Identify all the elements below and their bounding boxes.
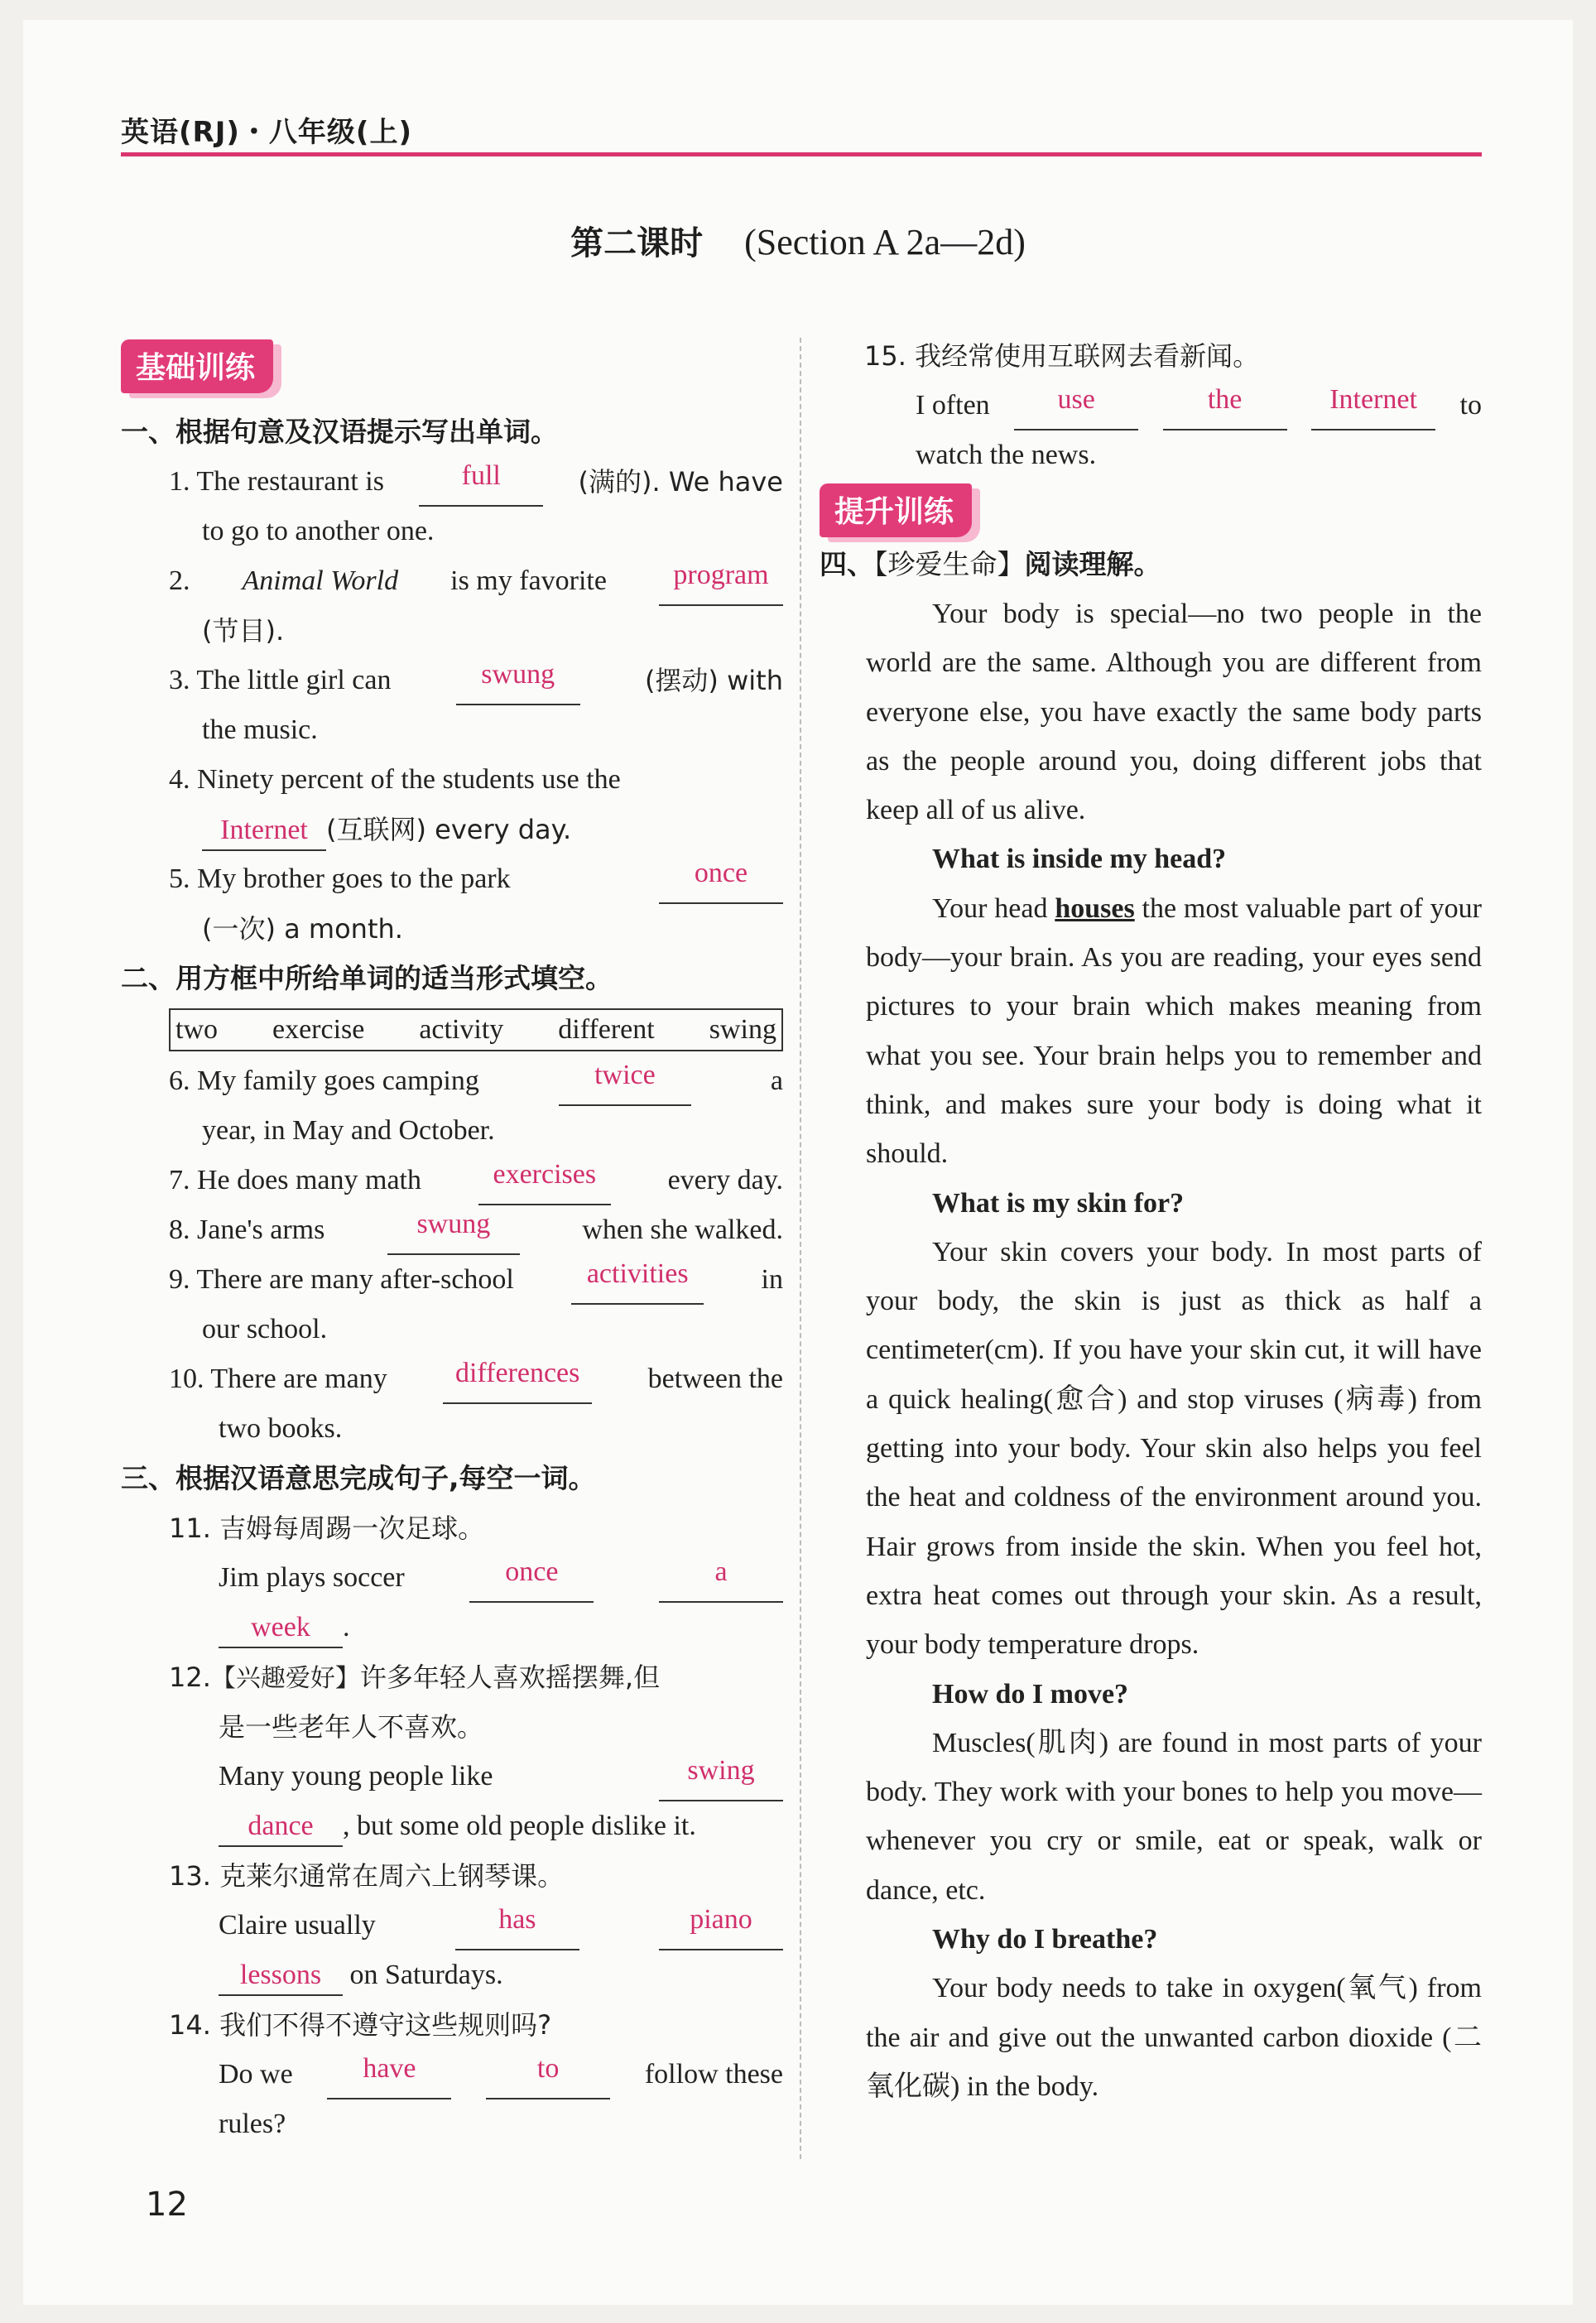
q11-answer-2[interactable]: a xyxy=(659,1553,783,1603)
reading-paragraph-3: Your skin covers your body. In most parts of your body, the skin is just as thick as half a centimeter(cm). If you have your skin cut, it will have a quick healing(愈合) and stop viruses (病毒) from getting into your body. Your skin also helps you feel the heat and coldness of the environment around you. Hair grows from inside the skin. When you feel hot, extra heat comes out through your skin. As a result, your body temperature drops. xyxy=(866,1236,1482,1661)
q1-line1: 1. The restaurant is full (满的). We have xyxy=(121,457,783,507)
q6-line2: year, in May and October. xyxy=(202,1115,495,1146)
q12-cn-line1: 12.【兴趣爱好】许多年轻人喜欢摇摆舞,但 xyxy=(169,1662,661,1693)
q2-line2: (节目). xyxy=(202,615,285,647)
section-2-heading: 二、用方框中所给单词的适当形式填空。 xyxy=(121,962,613,994)
q11-line1: Jim plays soccer once a xyxy=(121,1553,783,1603)
q13-answer-1[interactable]: has xyxy=(455,1901,579,1950)
q3-line2: the music. xyxy=(202,714,318,745)
q4-answer[interactable]: Internet xyxy=(202,811,326,851)
q13-line2: lessons on Saturdays. xyxy=(121,1950,783,2000)
q4-line1: 4. Ninety percent of the students use the xyxy=(169,764,621,795)
lesson-title-cn: 第二课时 xyxy=(570,224,704,262)
section-4-tag: 【珍爱生命】 xyxy=(874,548,1025,580)
q13-answer-2[interactable]: piano xyxy=(659,1901,783,1950)
q3-answer[interactable]: swung xyxy=(456,656,580,705)
q4-line2: Internet (互联网) every day. xyxy=(121,805,783,854)
q13-cn: 13. 克莱尔通常在周六上钢琴课。 xyxy=(169,1860,565,1892)
book-header-title: 英语(RJ)・八年级(上) xyxy=(121,116,412,149)
q12-line2: dance , but some old people dislike it. xyxy=(121,1801,783,1851)
column-divider xyxy=(800,338,801,2159)
word-box-item: swing xyxy=(709,1014,776,1045)
q7-answer[interactable]: exercises xyxy=(478,1156,611,1205)
header-rule xyxy=(121,152,1482,156)
lesson-title-en: (Section A 2a—2d) xyxy=(744,222,1026,262)
q11-answer-1[interactable]: once xyxy=(469,1553,594,1603)
q9-line2: our school. xyxy=(202,1314,328,1344)
word-box-item: two xyxy=(175,1014,218,1045)
q10-line2: two books. xyxy=(219,1413,343,1444)
left-column xyxy=(121,331,783,2149)
reading-heading-3: How do I move? xyxy=(932,1678,1129,1710)
q1-line2: to go to another one. xyxy=(202,516,435,546)
badge-advanced-training: 提升训练 xyxy=(820,483,972,537)
q9-answer[interactable]: activities xyxy=(571,1255,704,1305)
q12-answer-2[interactable]: dance xyxy=(219,1807,343,1847)
reading-heading-1: What is inside my head? xyxy=(932,844,1227,875)
reading-heading-2: What is my skin for? xyxy=(932,1187,1185,1219)
word-box xyxy=(169,1008,783,1051)
q15-line2: watch the news. xyxy=(916,440,1097,470)
q5-line1: 5. My brother goes to the park once xyxy=(121,854,783,904)
q13-answer-3[interactable]: lessons xyxy=(219,1956,343,1996)
section-4-heading: 四、【珍爱生命】阅读理解。 xyxy=(820,548,1161,580)
q11-cn: 11. 吉姆每周踢一次足球。 xyxy=(169,1513,485,1544)
section-3-heading: 三、根据汉语意思完成句子,每空一词。 xyxy=(121,1462,596,1494)
word-box-item: activity xyxy=(419,1014,504,1045)
q1-answer[interactable]: full xyxy=(419,457,543,507)
q2-line1: 2. Animal World is my favorite program xyxy=(121,556,783,606)
q14-cn: 14. 我们不得不遵守这些规则吗? xyxy=(169,2009,552,2041)
q12-answer-1[interactable]: swing xyxy=(659,1752,783,1801)
q2-answer[interactable]: program xyxy=(659,556,783,606)
q11-answer-3[interactable]: week xyxy=(219,1609,343,1648)
right-column xyxy=(820,331,1482,2111)
q6-answer[interactable]: twice xyxy=(559,1056,691,1106)
q14-line2: rules? xyxy=(219,2109,286,2139)
reading-heading-4: Why do I breathe? xyxy=(932,1924,1158,1955)
reading-passage xyxy=(820,589,1482,2111)
q14-answer-2[interactable]: to xyxy=(486,2050,610,2099)
section-1-heading: 一、根据句意及汉语提示写出单词。 xyxy=(121,416,558,448)
q7-line: 7. He does many math exercises every day. xyxy=(121,1156,783,1205)
q5-line2: (一次) a month. xyxy=(202,913,403,945)
q15-answer-2[interactable]: the xyxy=(1163,381,1287,430)
reading-paragraph-4: Muscles(肌肉) are found in most parts of your body. They work with your bones to help you move—whenever you cry or smile, eat or speak, walk or dance, etc. xyxy=(866,1727,1482,1906)
q15-line1: I often use the Internet to xyxy=(820,381,1482,430)
q14-line1: Do we have to follow these xyxy=(121,2050,783,2099)
word-box-item: different xyxy=(558,1014,655,1045)
q14-answer-1[interactable]: have xyxy=(327,2050,451,2099)
q2-title: Animal World xyxy=(242,565,399,596)
q8-line: 8. Jane's arms swung when she walked. xyxy=(121,1205,783,1255)
q13-line1: Claire usually has piano xyxy=(121,1901,783,1950)
q15-answer-1[interactable]: use xyxy=(1014,381,1138,430)
q15-answer-3[interactable]: Internet xyxy=(1311,381,1435,430)
q11-line2: week . xyxy=(121,1603,783,1652)
lesson-title xyxy=(0,217,1596,264)
q15-cn: 15. 我经常使用互联网去看新闻。 xyxy=(864,340,1260,372)
reading-paragraph-5: Your body needs to take in oxygen(氧气) from the air and give out the unwanted carbon dioxide (二氧化碳) in the body. xyxy=(866,1973,1482,2102)
q5-answer[interactable]: once xyxy=(659,854,783,904)
q6-line1: 6. My family goes camping twice a xyxy=(121,1056,783,1106)
reading-paragraph-1: Your body is special—no two people in the world are the same. Although you are different from everyone else, you have exactly the same body parts as the people around you, doing different jobs that keep all of us alive. xyxy=(866,599,1482,826)
word-box-item: exercise xyxy=(272,1014,365,1045)
q3-line1: 3. The little girl can swung (摆动) with xyxy=(121,656,783,705)
reading-paragraph-2: Your head houses the most valuable part of your body—your brain. As you are reading, your eyes send pictures to your brain which makes meaning from what you see. Your brain helps you to remember and think, and makes sure your body is doing what it should. xyxy=(866,892,1482,1170)
badge-basic-training: 基础训练 xyxy=(121,339,273,393)
q10-answer[interactable]: differences xyxy=(443,1354,592,1404)
q9-line1: 9. There are many after-school activities in xyxy=(121,1255,783,1305)
q12-line1: Many young people like swing xyxy=(121,1752,783,1801)
q8-answer[interactable]: swung xyxy=(387,1205,520,1255)
page-number: 12 xyxy=(146,2186,188,2224)
q12-cn-line2: 是一些老年人不喜欢。 xyxy=(219,1711,484,1743)
q10-line1: 10. There are many differences between the xyxy=(121,1354,783,1404)
underlined-word-houses: houses xyxy=(1055,892,1135,924)
